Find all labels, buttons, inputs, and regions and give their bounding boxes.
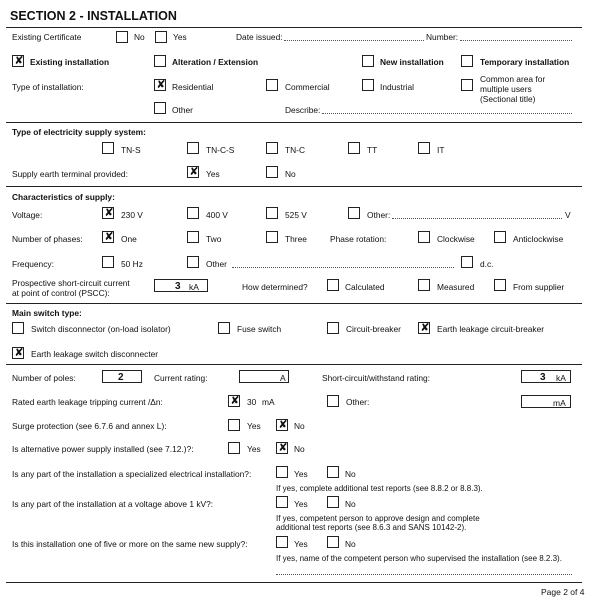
from-supplier-label: From supplier: [513, 282, 565, 292]
voltage-400-checkbox[interactable]: [187, 207, 199, 219]
specialized-yes-checkbox[interactable]: [276, 466, 288, 478]
poles-value-field[interactable]: [102, 370, 142, 383]
pscc-unit: kA: [189, 282, 199, 292]
frequency-other-label: Other: [206, 259, 227, 269]
calculated-checkbox[interactable]: [327, 279, 339, 291]
phases-one-checkbox[interactable]: [102, 231, 114, 243]
leakage-other-label: Other:: [346, 397, 370, 407]
anticlockwise-label: Anticlockwise: [513, 234, 564, 244]
surge-label: Surge protection (see 6.7.6 and annex L):: [12, 421, 167, 431]
surge-no-checkbox[interactable]: [276, 419, 288, 431]
phases-three-label: Three: [285, 234, 307, 244]
earth-terminal-yes-label: Yes: [206, 169, 220, 179]
leakage-30ma-value: 30: [247, 397, 257, 407]
check-mark-icon: ✘: [14, 346, 24, 359]
switch-disconnector-label: Switch disconnector (on-load isolator): [31, 324, 171, 334]
check-mark-icon: ✘: [189, 165, 199, 178]
above-1kv-label: Is any part of the installation at a voltage above 1 kV?:: [12, 499, 214, 509]
fuse-switch-label: Fuse switch: [237, 324, 282, 334]
residential-label: Residential: [172, 82, 214, 92]
withstand-value-field[interactable]: [521, 370, 571, 383]
leakage-30ma-checkbox[interactable]: [228, 395, 240, 407]
how-determined-label: How determined?: [242, 282, 308, 292]
certificate-number-label: Number:: [426, 32, 459, 42]
describe-label: Describe:: [285, 105, 321, 115]
check-mark-icon: ✘: [278, 441, 288, 454]
common-area-label-1: Common area for: [480, 74, 546, 84]
dc-label: d.c.: [480, 259, 494, 269]
divider: [6, 122, 582, 123]
voltage-230-checkbox[interactable]: [102, 207, 114, 219]
voltage-unit: V: [565, 210, 571, 220]
calculated-label: Calculated: [345, 282, 385, 292]
pscc-value: 3: [175, 281, 181, 292]
elsd-label: Earth leakage switch disconnecter: [31, 349, 159, 359]
above-1kv-note-2: additional test reports (see 8.6.3 and SANS 10142-2).: [276, 523, 467, 532]
dc-checkbox[interactable]: [461, 256, 473, 268]
specialized-no-label: No: [345, 469, 356, 479]
leakage-30ma-unit: mA: [262, 397, 275, 407]
above-1kv-yes-checkbox[interactable]: [276, 496, 288, 508]
alternative-label: Is alternative power supply installed (see 7.12.)?:: [12, 444, 194, 454]
frequency-50hz-checkbox[interactable]: [102, 256, 114, 268]
specialized-note: If yes, complete additional test reports (see 8.8.2 or 8.8.3).: [276, 484, 483, 493]
measured-label: Measured: [437, 282, 475, 292]
temporary-installation-checkbox[interactable]: [461, 55, 473, 67]
withstand-unit: kA: [556, 373, 566, 383]
existing-certificate-no-label: No: [134, 32, 145, 42]
frequency-50hz-label: 50 Hz: [121, 259, 143, 269]
elcb-label: Earth leakage circuit-breaker: [437, 324, 545, 334]
five-or-more-no-checkbox[interactable]: [327, 536, 339, 548]
withstand-label: Short-circuit/withstand rating:: [322, 373, 430, 383]
check-mark-icon: ✘: [156, 78, 166, 91]
pscc-label-2: at point of control (PSCC):: [12, 288, 110, 298]
specialized-yes-label: Yes: [294, 469, 308, 479]
specialized-label: Is any part of the installation a specialized electrical installation?:: [12, 469, 252, 479]
surge-yes-checkbox[interactable]: [228, 419, 240, 431]
above-1kv-note-1: If yes, competent person to approve design and complete: [276, 514, 480, 523]
check-mark-icon: ✘: [230, 394, 240, 407]
phases-three-checkbox[interactable]: [266, 231, 278, 243]
phase-rotation-label: Phase rotation:: [330, 234, 387, 244]
from-supplier-checkbox[interactable]: [494, 279, 506, 291]
check-mark-icon: ✘: [420, 321, 430, 334]
alternative-yes-checkbox[interactable]: [228, 442, 240, 454]
alteration-extension-label: Alteration / Extension: [172, 57, 259, 67]
other-installation-label: Other: [172, 105, 193, 115]
existing-certificate-label: Existing Certificate: [12, 32, 82, 42]
clockwise-checkbox[interactable]: [418, 231, 430, 243]
describe-field[interactable]: [322, 113, 572, 114]
check-mark-icon: ✘: [14, 54, 24, 67]
elsd-checkbox[interactable]: [12, 347, 24, 359]
it-checkbox[interactable]: [418, 142, 430, 154]
alteration-extension-checkbox[interactable]: [154, 55, 166, 67]
common-area-label-2: multiple users: [480, 84, 532, 94]
phases-label: Number of phases:: [12, 234, 83, 244]
earth-terminal-yes-checkbox[interactable]: [187, 166, 199, 178]
characteristics-heading: Characteristics of supply:: [12, 192, 115, 202]
page-number: Page 2 of 4: [541, 587, 585, 597]
specialized-no-checkbox[interactable]: [327, 466, 339, 478]
type-of-installation-label: Type of installation:: [12, 82, 84, 92]
pscc-label-1: Prospective short-circuit current: [12, 278, 130, 288]
switch-disconnector-checkbox[interactable]: [12, 322, 24, 334]
poles-label: Number of poles:: [12, 373, 76, 383]
common-area-checkbox[interactable]: [461, 79, 473, 91]
clockwise-label: Clockwise: [437, 234, 475, 244]
above-1kv-no-checkbox[interactable]: [327, 496, 339, 508]
residential-checkbox[interactable]: [154, 79, 166, 91]
circuit-breaker-checkbox[interactable]: [327, 322, 339, 334]
voltage-other-field[interactable]: [392, 218, 562, 219]
existing-certificate-no-checkbox[interactable]: [116, 31, 128, 43]
fuse-switch-checkbox[interactable]: [218, 322, 230, 334]
check-mark-icon: ✘: [104, 230, 114, 243]
commercial-label: Commercial: [285, 82, 330, 92]
phases-two-checkbox[interactable]: [187, 231, 199, 243]
voltage-230-label: 230 V: [121, 210, 143, 220]
circuit-breaker-label: Circuit-breaker: [346, 324, 401, 334]
section-title: SECTION 2 - INSTALLATION: [10, 9, 177, 23]
existing-installation-checkbox[interactable]: [12, 55, 24, 67]
common-area-label-3: (Sectional title): [480, 94, 536, 104]
five-or-more-yes-checkbox[interactable]: [276, 536, 288, 548]
tn-c-label: TN-C: [285, 145, 306, 155]
commercial-checkbox[interactable]: [266, 79, 278, 91]
bottom-rule: [6, 582, 582, 583]
main-switch-heading: Main switch type:: [12, 308, 82, 318]
voltage-other-checkbox[interactable]: [348, 207, 360, 219]
five-or-more-note: If yes, name of the competent person who supervised the installation (see 8.2.3).: [276, 554, 562, 563]
voltage-400-label: 400 V: [206, 210, 228, 220]
industrial-checkbox[interactable]: [362, 79, 374, 91]
supply-system-heading: Type of electricity supply system:: [12, 127, 146, 137]
temporary-installation-label: Temporary installation: [480, 57, 570, 67]
leakage-other-unit: mA: [553, 398, 566, 408]
phases-one-label: One: [121, 234, 137, 244]
competent-person-field[interactable]: [276, 574, 572, 575]
above-1kv-no-label: No: [345, 499, 356, 509]
earth-terminal-label: Supply earth terminal provided:: [12, 169, 128, 179]
alternative-no-checkbox[interactable]: [276, 442, 288, 454]
current-rating-field[interactable]: [239, 370, 289, 383]
pscc-value-field[interactable]: [154, 279, 208, 292]
poles-value: 2: [118, 372, 124, 383]
other-installation-checkbox[interactable]: [154, 102, 166, 114]
earth-terminal-no-label: No: [285, 169, 296, 179]
current-rating-label: Current rating:: [154, 373, 208, 383]
leakage-other-field[interactable]: [521, 395, 571, 408]
tn-c-s-checkbox[interactable]: [187, 142, 199, 154]
voltage-other-label: Other:: [367, 210, 391, 220]
frequency-other-field[interactable]: [232, 267, 454, 268]
leakage-other-checkbox[interactable]: [327, 395, 339, 407]
above-1kv-yes-label: Yes: [294, 499, 308, 509]
frequency-other-checkbox[interactable]: [187, 256, 199, 268]
tn-s-checkbox[interactable]: [102, 142, 114, 154]
tt-label: TT: [367, 145, 378, 155]
five-or-more-label: Is this installation one of five or more on the same new supply?:: [12, 539, 248, 549]
elcb-checkbox[interactable]: [418, 322, 430, 334]
divider: [6, 364, 582, 365]
existing-installation-label: Existing installation: [30, 57, 110, 67]
phases-two-label: Two: [206, 234, 222, 244]
leakage-label: Rated earth leakage tripping current /Δn:: [12, 397, 163, 407]
voltage-525-checkbox[interactable]: [266, 207, 278, 219]
voltage-525-label: 525 V: [285, 210, 307, 220]
frequency-label: Frequency:: [12, 259, 54, 269]
tt-checkbox[interactable]: [348, 142, 360, 154]
existing-certificate-yes-checkbox[interactable]: [155, 31, 167, 43]
five-or-more-yes-label: Yes: [294, 539, 308, 549]
withstand-value: 3: [540, 372, 546, 383]
it-label: IT: [437, 145, 445, 155]
voltage-label: Voltage:: [12, 210, 43, 220]
surge-yes-label: Yes: [247, 421, 261, 431]
divider: [6, 186, 582, 187]
check-mark-icon: ✘: [278, 418, 288, 431]
check-mark-icon: ✘: [104, 206, 114, 219]
new-installation-checkbox[interactable]: [362, 55, 374, 67]
date-issued-label: Date issued:: [236, 32, 283, 42]
tn-c-checkbox[interactable]: [266, 142, 278, 154]
certificate-number-field[interactable]: [460, 40, 572, 41]
five-or-more-no-label: No: [345, 539, 356, 549]
date-issued-field[interactable]: [284, 40, 424, 41]
current-rating-unit: A: [280, 373, 286, 383]
measured-checkbox[interactable]: [418, 279, 430, 291]
section-divider: [6, 27, 582, 28]
tn-s-label: TN-S: [121, 145, 141, 155]
tn-c-s-label: TN-C-S: [206, 145, 235, 155]
surge-no-label: No: [294, 421, 305, 431]
earth-terminal-no-checkbox[interactable]: [266, 166, 278, 178]
industrial-label: Industrial: [380, 82, 414, 92]
anticlockwise-checkbox[interactable]: [494, 231, 506, 243]
new-installation-label: New installation: [380, 57, 444, 67]
divider: [6, 303, 582, 304]
alternative-no-label: No: [294, 444, 305, 454]
alternative-yes-label: Yes: [247, 444, 261, 454]
existing-certificate-yes-label: Yes: [173, 32, 187, 42]
